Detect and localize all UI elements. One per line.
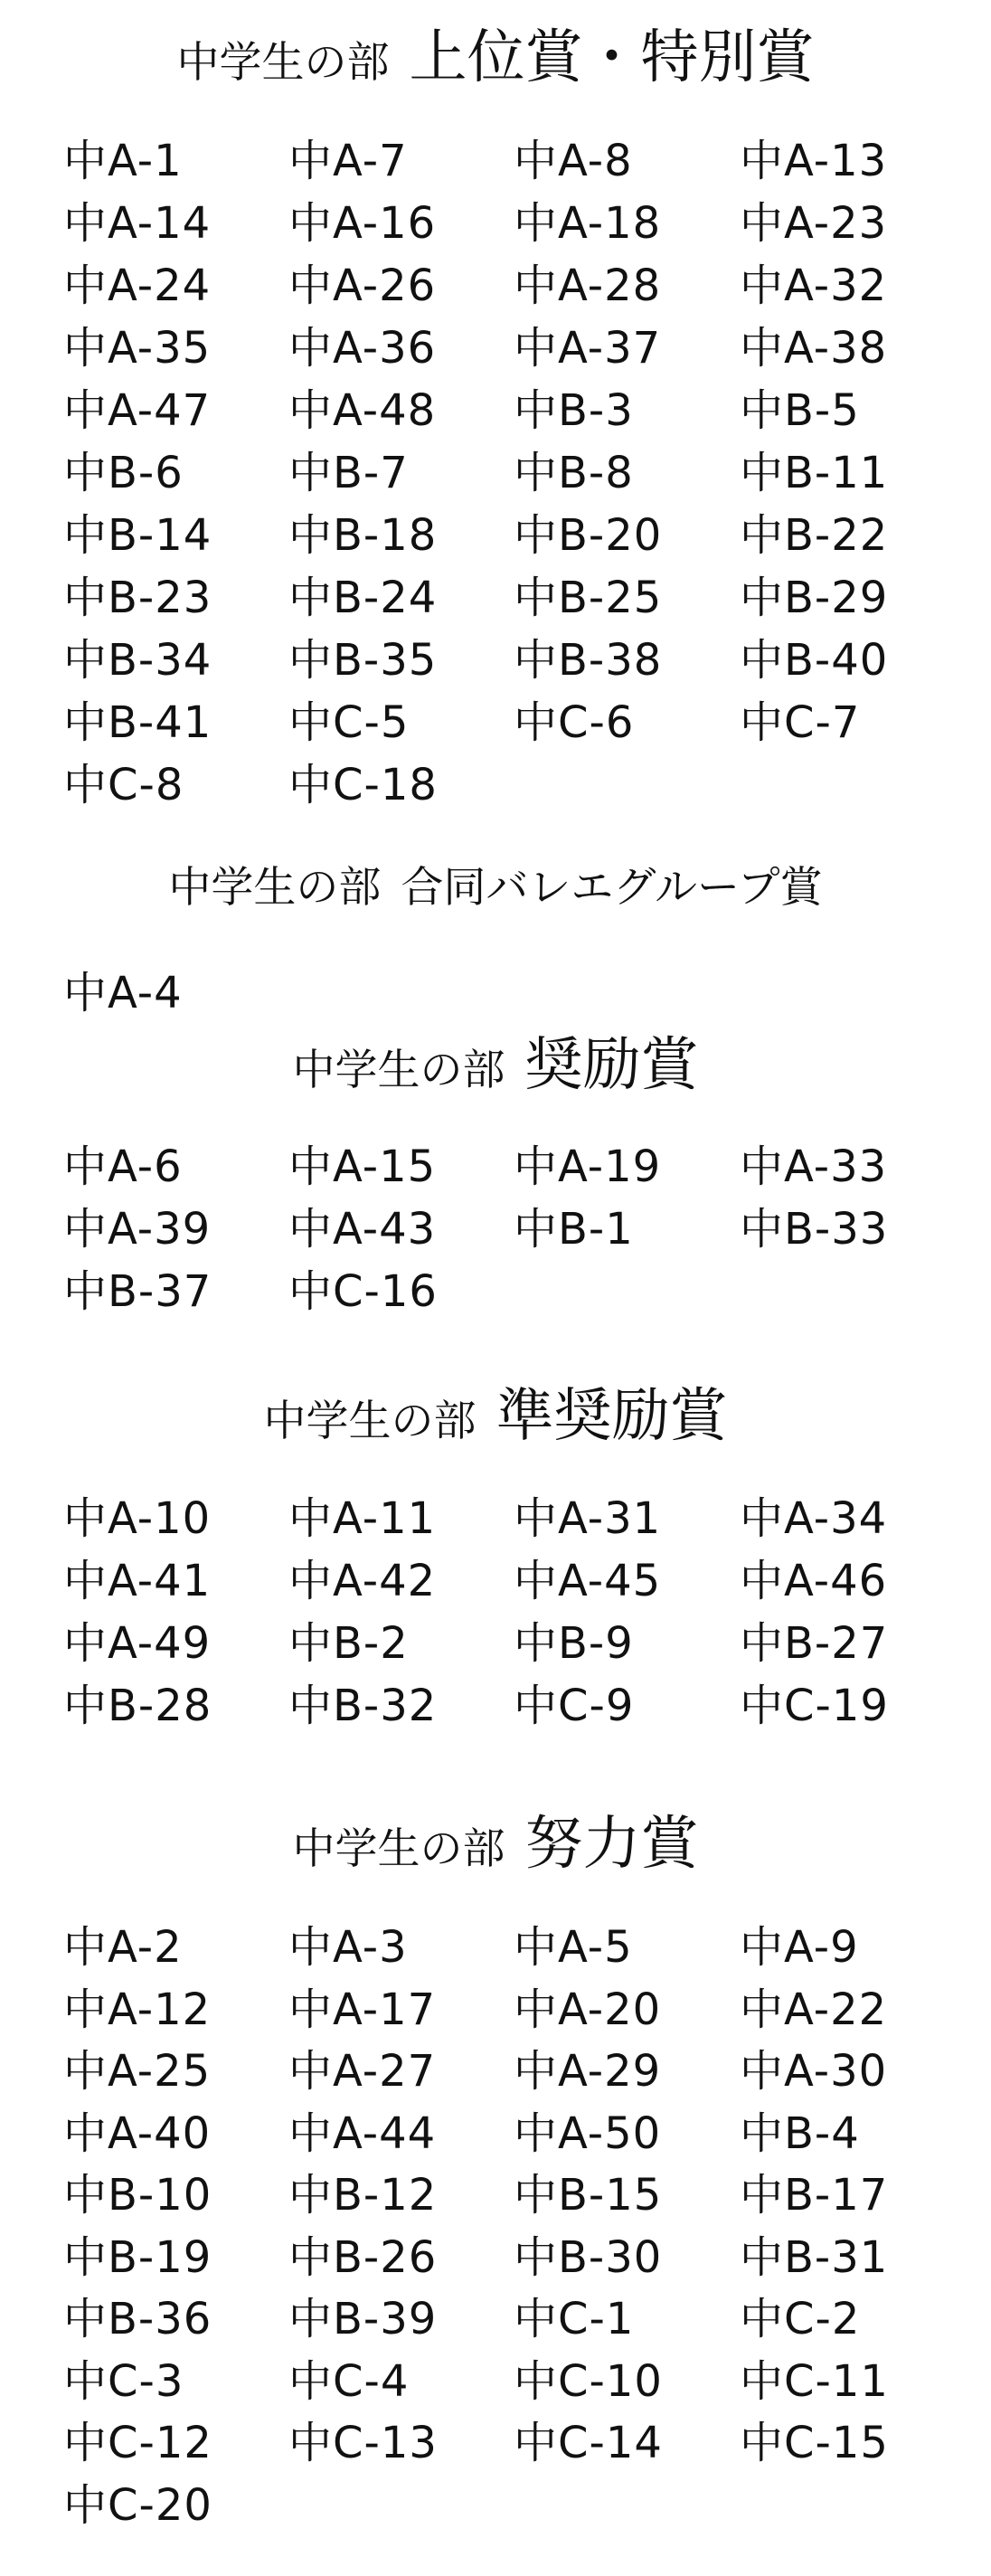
entry-number: 中B-41 bbox=[63, 697, 212, 748]
entry-number: 中B-37 bbox=[63, 1266, 212, 1317]
entry-number: 中B-4 bbox=[740, 2107, 860, 2159]
entry-number: 中A-13 bbox=[740, 136, 888, 186]
entry-number: 中A-5 bbox=[514, 1922, 633, 1973]
section-title bbox=[0, 1383, 991, 1450]
section-title bbox=[0, 863, 991, 913]
entry-number: 中B-5 bbox=[740, 385, 860, 436]
entry-number: 中A-22 bbox=[740, 1984, 888, 2035]
entry-number: 中A-9 bbox=[740, 1922, 859, 1973]
entry-number: 中A-33 bbox=[740, 1141, 888, 1192]
entry-number: 中B-8 bbox=[514, 448, 634, 498]
entry-number: 中C-14 bbox=[514, 2418, 663, 2468]
entry-number: 中B-40 bbox=[740, 635, 889, 686]
entry-number: 中A-37 bbox=[514, 323, 662, 374]
entry-number: 中A-20 bbox=[514, 1984, 662, 2035]
section-heading: 合同バレエグループ賞 bbox=[401, 863, 823, 913]
section-heading: 奨励賞 bbox=[524, 1032, 699, 1099]
entry-number: 中C-18 bbox=[288, 760, 438, 810]
section-title bbox=[0, 1032, 991, 1099]
entry-number: 中C-9 bbox=[514, 1681, 635, 1731]
entry-number: 中A-49 bbox=[63, 1618, 212, 1669]
section-title bbox=[0, 24, 991, 91]
entry-number: 中A-25 bbox=[63, 2046, 212, 2097]
entry-number: 中A-27 bbox=[288, 2046, 437, 2097]
entry-number: 中A-15 bbox=[288, 1141, 437, 1192]
entry-number: 中B-33 bbox=[740, 1204, 889, 1255]
entry-number: 中A-30 bbox=[740, 2046, 888, 2097]
entry-number: 中A-18 bbox=[514, 198, 662, 249]
entry-number: 中A-31 bbox=[514, 1493, 662, 1544]
entry-number: 中A-14 bbox=[63, 198, 212, 249]
entry-number: 中A-36 bbox=[288, 323, 437, 374]
entry-number: 中C-19 bbox=[740, 1681, 889, 1731]
entry-number: 中C-4 bbox=[288, 2355, 410, 2407]
entry-number: 中A-2 bbox=[63, 1922, 183, 1973]
entry-number: 中B-18 bbox=[288, 510, 438, 561]
entry-number: 中B-30 bbox=[514, 2231, 663, 2283]
entry-number: 中A-24 bbox=[63, 260, 212, 311]
section-prefix: 中学生の部 bbox=[168, 863, 382, 913]
entry-number: 中B-28 bbox=[63, 1681, 212, 1731]
entry-number: 中C-15 bbox=[740, 2418, 889, 2468]
entry-number: 中B-10 bbox=[63, 2170, 212, 2221]
section-title bbox=[0, 1811, 991, 1878]
entry-number: 中B-31 bbox=[740, 2231, 889, 2283]
entry-number: 中C-7 bbox=[740, 697, 861, 748]
entry-number: 中B-20 bbox=[514, 510, 663, 561]
entry-number: 中B-27 bbox=[740, 1618, 889, 1669]
entry-number: 中A-34 bbox=[740, 1493, 888, 1544]
entry-number: 中A-1 bbox=[63, 136, 183, 186]
entry-number: 中B-29 bbox=[740, 573, 889, 623]
entry-number: 中A-39 bbox=[63, 1204, 212, 1255]
entry-number: 中C-12 bbox=[63, 2418, 212, 2468]
entry-number: 中A-41 bbox=[63, 1556, 212, 1606]
entry-number: 中C-2 bbox=[740, 2294, 861, 2344]
entry-number: 中C-6 bbox=[514, 697, 635, 748]
entry-number: 中B-23 bbox=[63, 573, 212, 623]
entry-number: 中A-50 bbox=[514, 2107, 662, 2159]
entry-number: 中A-23 bbox=[740, 198, 888, 249]
section-prefix: 中学生の部 bbox=[176, 38, 390, 88]
entry-number: 中B-25 bbox=[514, 573, 663, 623]
entry-number: 中A-3 bbox=[288, 1922, 408, 1973]
entry-number: 中A-26 bbox=[288, 260, 437, 311]
entry-number: 中B-3 bbox=[514, 385, 634, 436]
entry-number: 中B-9 bbox=[514, 1618, 634, 1669]
entry-number: 中A-43 bbox=[288, 1204, 437, 1255]
entry-number: 中B-14 bbox=[63, 510, 212, 561]
entry-number: 中C-8 bbox=[63, 760, 184, 810]
entry-number: 中A-48 bbox=[288, 385, 437, 436]
entry-number: 中A-35 bbox=[63, 323, 212, 374]
section-heading: 上位賞・特別賞 bbox=[409, 24, 815, 91]
section-prefix: 中学生の部 bbox=[292, 1046, 505, 1095]
entry-number: 中C-11 bbox=[740, 2355, 889, 2407]
entry-number: 中C-13 bbox=[288, 2418, 438, 2468]
entry-number: 中B-1 bbox=[514, 1204, 634, 1255]
entry-number: 中A-46 bbox=[740, 1556, 888, 1606]
entry-number: 中B-7 bbox=[288, 448, 409, 498]
entry-number: 中B-17 bbox=[740, 2170, 889, 2221]
entry-number: 中A-28 bbox=[514, 260, 662, 311]
entry-number: 中C-5 bbox=[288, 697, 410, 748]
entry-number: 中A-10 bbox=[63, 1493, 212, 1544]
entry-number: 中B-32 bbox=[288, 1681, 438, 1731]
entry-number: 中B-11 bbox=[740, 448, 889, 498]
entry-number: 中B-35 bbox=[288, 635, 438, 686]
entry-number: 中A-16 bbox=[288, 198, 437, 249]
entry-number: 中B-15 bbox=[514, 2170, 663, 2221]
entry-number: 中A-19 bbox=[514, 1141, 662, 1192]
entry-number: 中A-29 bbox=[514, 2046, 662, 2097]
entry-number: 中B-38 bbox=[514, 635, 663, 686]
entry-number: 中A-4 bbox=[63, 968, 183, 1018]
entry-number: 中A-45 bbox=[514, 1556, 662, 1606]
section-prefix: 中学生の部 bbox=[263, 1397, 477, 1446]
entry-number: 中B-39 bbox=[288, 2294, 438, 2344]
entry-number: 中B-12 bbox=[288, 2170, 438, 2221]
entry-number: 中C-20 bbox=[63, 2479, 212, 2531]
entry-number: 中B-22 bbox=[740, 510, 889, 561]
section-heading: 努力賞 bbox=[524, 1811, 699, 1878]
entry-number: 中B-19 bbox=[63, 2231, 212, 2283]
entry-number: 中A-7 bbox=[288, 136, 408, 186]
entry-number: 中B-2 bbox=[288, 1618, 409, 1669]
section-prefix: 中学生の部 bbox=[292, 1824, 505, 1874]
entry-number: 中A-11 bbox=[288, 1493, 437, 1544]
entry-number: 中C-1 bbox=[514, 2294, 635, 2344]
section-heading: 準奨励賞 bbox=[496, 1383, 728, 1450]
entry-number: 中A-47 bbox=[63, 385, 212, 436]
entry-number: 中B-24 bbox=[288, 573, 438, 623]
entry-number: 中A-42 bbox=[288, 1556, 437, 1606]
entry-number: 中C-16 bbox=[288, 1266, 438, 1317]
entry-number: 中A-44 bbox=[288, 2107, 437, 2159]
entry-number: 中B-6 bbox=[63, 448, 184, 498]
entry-number: 中C-3 bbox=[63, 2355, 184, 2407]
entry-number: 中C-10 bbox=[514, 2355, 663, 2407]
entry-number: 中A-8 bbox=[514, 136, 633, 186]
entry-number: 中A-40 bbox=[63, 2107, 212, 2159]
entry-number: 中A-32 bbox=[740, 260, 888, 311]
entry-number: 中A-6 bbox=[63, 1141, 183, 1192]
entry-number: 中B-26 bbox=[288, 2231, 438, 2283]
entry-number: 中B-36 bbox=[63, 2294, 212, 2344]
entry-number: 中A-38 bbox=[740, 323, 888, 374]
entry-number: 中B-34 bbox=[63, 635, 212, 686]
entry-number: 中A-17 bbox=[288, 1984, 437, 2035]
entry-number: 中A-12 bbox=[63, 1984, 212, 2035]
